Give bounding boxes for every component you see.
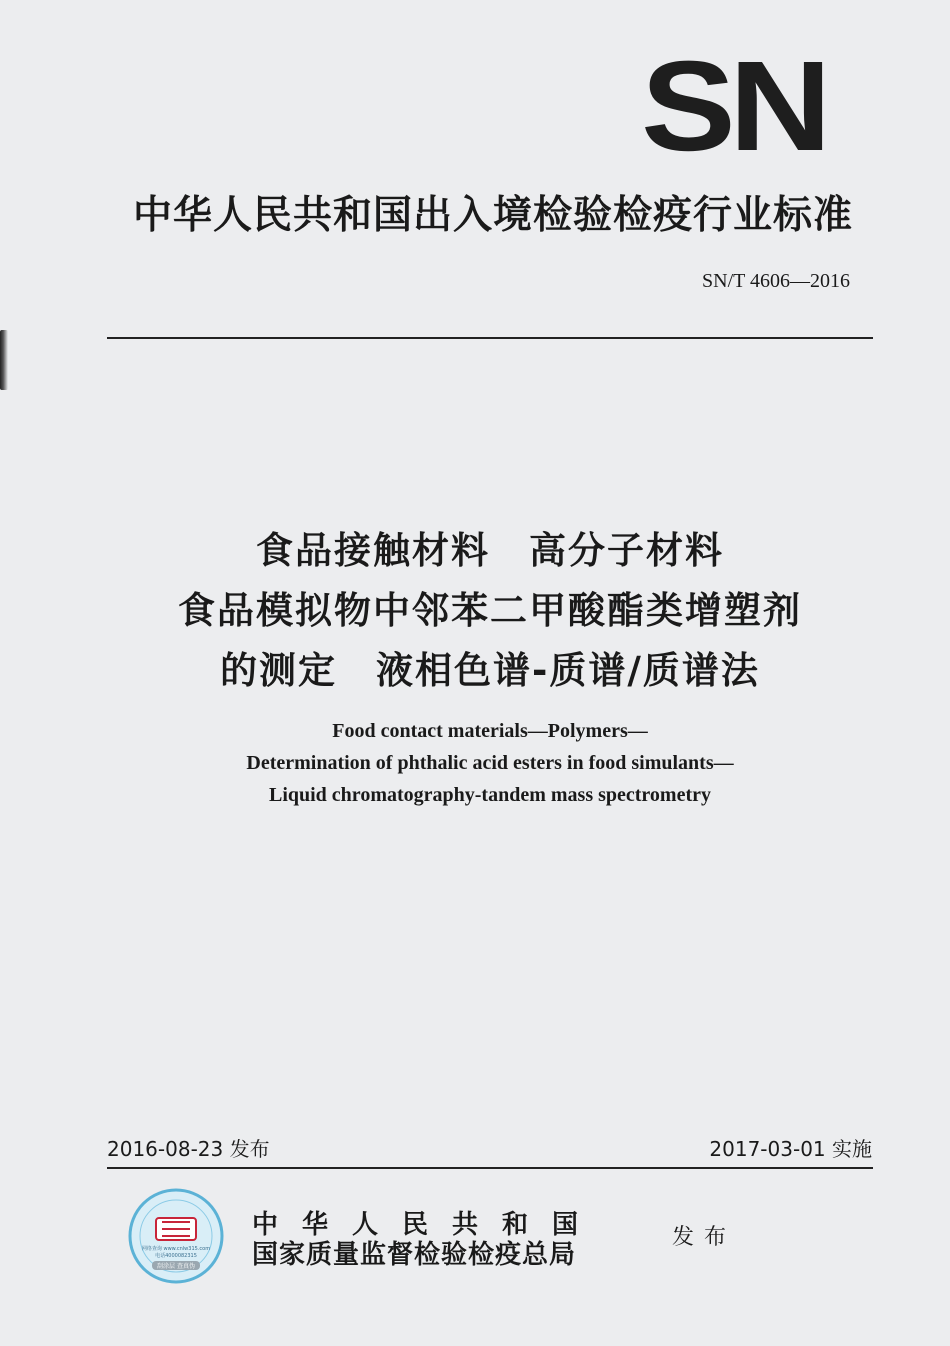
svg-text:SN: SN	[641, 52, 825, 156]
title-zh-line-1: 食品接触材料 高分子材料	[256, 529, 724, 572]
issue-date: 2016-08-23 发布	[107, 1137, 270, 1161]
scan-edge-mark	[0, 330, 8, 390]
top-divider	[107, 337, 873, 339]
title-en-line-2: Determination of phthalic acid esters in food simulants—	[246, 752, 734, 774]
standard-code: SN/T 4606—2016	[702, 270, 850, 292]
svg-text:电话4000082315: 电话4000082315	[155, 1253, 197, 1259]
issuer-action: 发布	[672, 1225, 737, 1250]
implementation-date: 2017-03-01 实施	[709, 1137, 872, 1161]
bottom-divider	[107, 1167, 873, 1169]
issuing-industry-title: 中华人民共和国出入境检验检疫行业标准	[132, 193, 853, 238]
issuer-line-1: 中华人民共和国	[252, 1210, 603, 1240]
svg-text:网络查询 www.cnlw315.com: 网络查询 www.cnlw315.com	[141, 1246, 211, 1252]
title-en-line-1: Food contact materials—Polymers—	[332, 720, 648, 742]
title-en-line-3: Liquid chromatography-tandem mass spectrometry	[268, 784, 712, 806]
anti-counterfeit-seal	[128, 1188, 224, 1284]
svg-text:刮涂层 查真伪: 刮涂层 查真伪	[157, 1263, 195, 1270]
sn-logo	[640, 52, 826, 156]
title-zh-line-2: 食品模拟物中邻苯二甲酸酯类增塑剂	[178, 589, 802, 632]
title-zh-line-3: 的测定 液相色谱-质谱/质谱法	[220, 649, 760, 692]
issuer-line-2: 国家质量监督检验检疫总局	[252, 1240, 577, 1270]
